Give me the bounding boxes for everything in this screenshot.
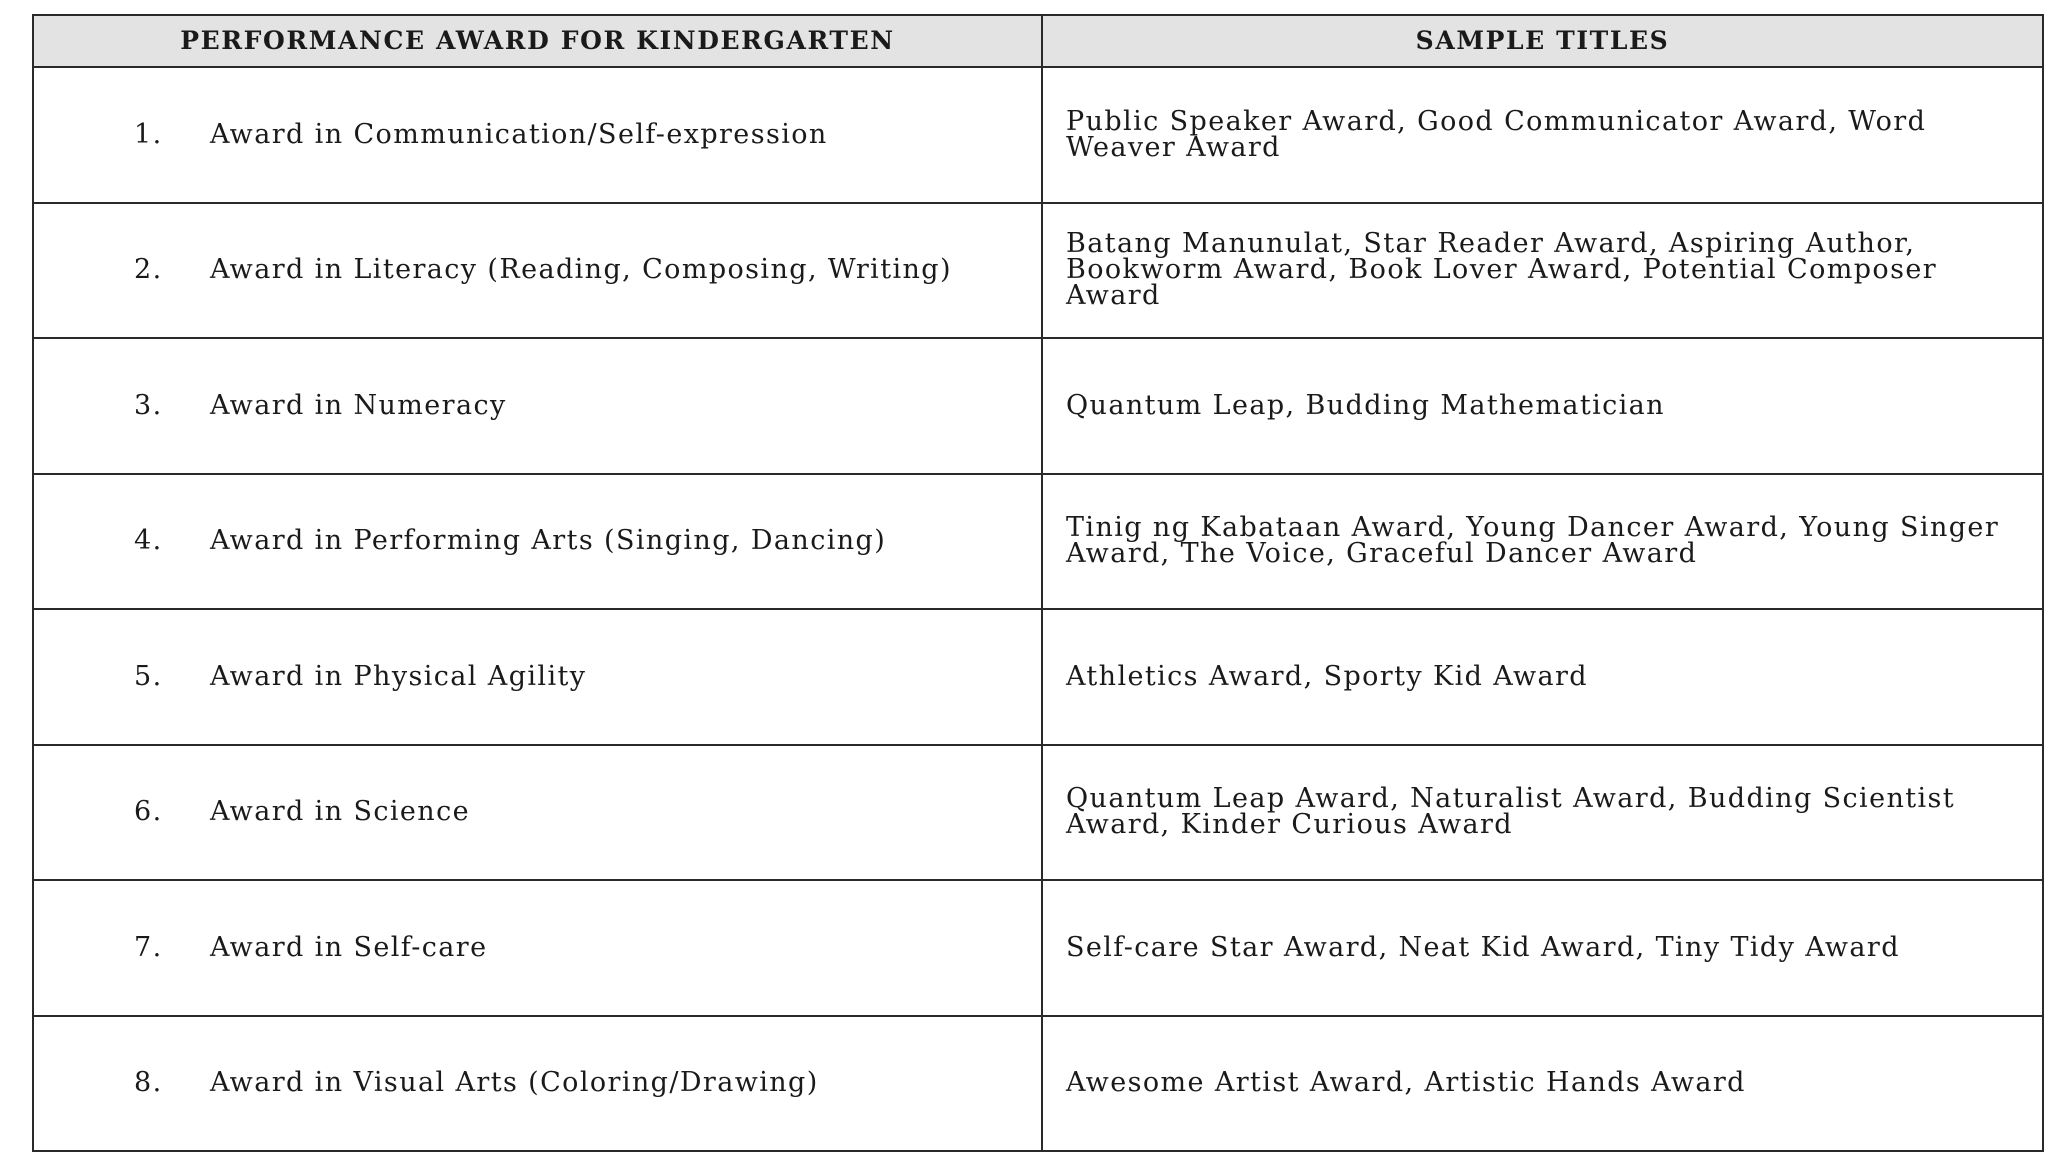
award-name: Award in Science <box>210 796 470 828</box>
award-name: Award in Self-care <box>210 931 488 963</box>
sample-titles-cell: Batang Manunulat, Star Reader Award, Aspiring Author, Bookworm Award, Book Lover Award, Potential Composer Award <box>1042 203 2043 339</box>
table-row <box>33 338 2043 474</box>
table-row <box>33 67 2043 203</box>
sample-titles-cell: Quantum Leap Award, Naturalist Award, Budding Scientist Award, Kinder Curious Award <box>1042 745 2043 881</box>
award-name: Award in Visual Arts (Coloring/Drawing) <box>210 1067 819 1099</box>
table-row <box>33 609 2043 745</box>
awards-table <box>32 14 2044 1152</box>
award-cell <box>33 880 1042 1016</box>
header-sample-titles: SAMPLE TITLES <box>1042 15 2043 67</box>
award-number: 7. <box>134 931 163 963</box>
table-row <box>33 745 2043 881</box>
award-name: Award in Performing Arts (Singing, Dancing) <box>210 525 887 557</box>
table-row <box>33 1016 2043 1152</box>
award-cell <box>33 474 1042 610</box>
table-row <box>33 880 2043 1016</box>
award-cell <box>33 338 1042 474</box>
award-cell <box>33 67 1042 203</box>
award-number: 5. <box>134 660 163 692</box>
award-cell <box>33 745 1042 881</box>
sample-titles-cell: Quantum Leap, Budding Mathematician <box>1042 338 2043 474</box>
sample-titles-cell: Athletics Award, Sporty Kid Award <box>1042 609 2043 745</box>
award-name: Award in Physical Agility <box>210 660 587 692</box>
award-number: 4. <box>134 525 163 557</box>
award-name: Award in Numeracy <box>210 389 507 421</box>
sample-titles-cell: Tinig ng Kabataan Award, Young Dancer Award, Young Singer Award, The Voice, Graceful Dancer Award <box>1042 474 2043 610</box>
award-number: 3. <box>134 389 163 421</box>
award-number: 1. <box>134 118 163 150</box>
award-number: 8. <box>134 1067 163 1099</box>
award-cell <box>33 203 1042 339</box>
table-header-row <box>33 15 2043 67</box>
award-name: Award in Literacy (Reading, Composing, Writing) <box>210 254 952 286</box>
sample-titles-cell: Self-care Star Award, Neat Kid Award, Tiny Tidy Award <box>1042 880 2043 1016</box>
award-cell <box>33 609 1042 745</box>
award-number: 2. <box>134 254 163 286</box>
award-number: 6. <box>134 796 163 828</box>
sample-titles-cell: Awesome Artist Award, Artistic Hands Award <box>1042 1016 2043 1152</box>
header-award: PERFORMANCE AWARD FOR KINDERGARTEN <box>33 15 1042 67</box>
award-name: Award in Communication/Self-expression <box>210 118 828 150</box>
sample-titles-cell: Public Speaker Award, Good Communicator Award, Word Weaver Award <box>1042 67 2043 203</box>
award-cell <box>33 1016 1042 1152</box>
table-row <box>33 203 2043 339</box>
table-row <box>33 474 2043 610</box>
